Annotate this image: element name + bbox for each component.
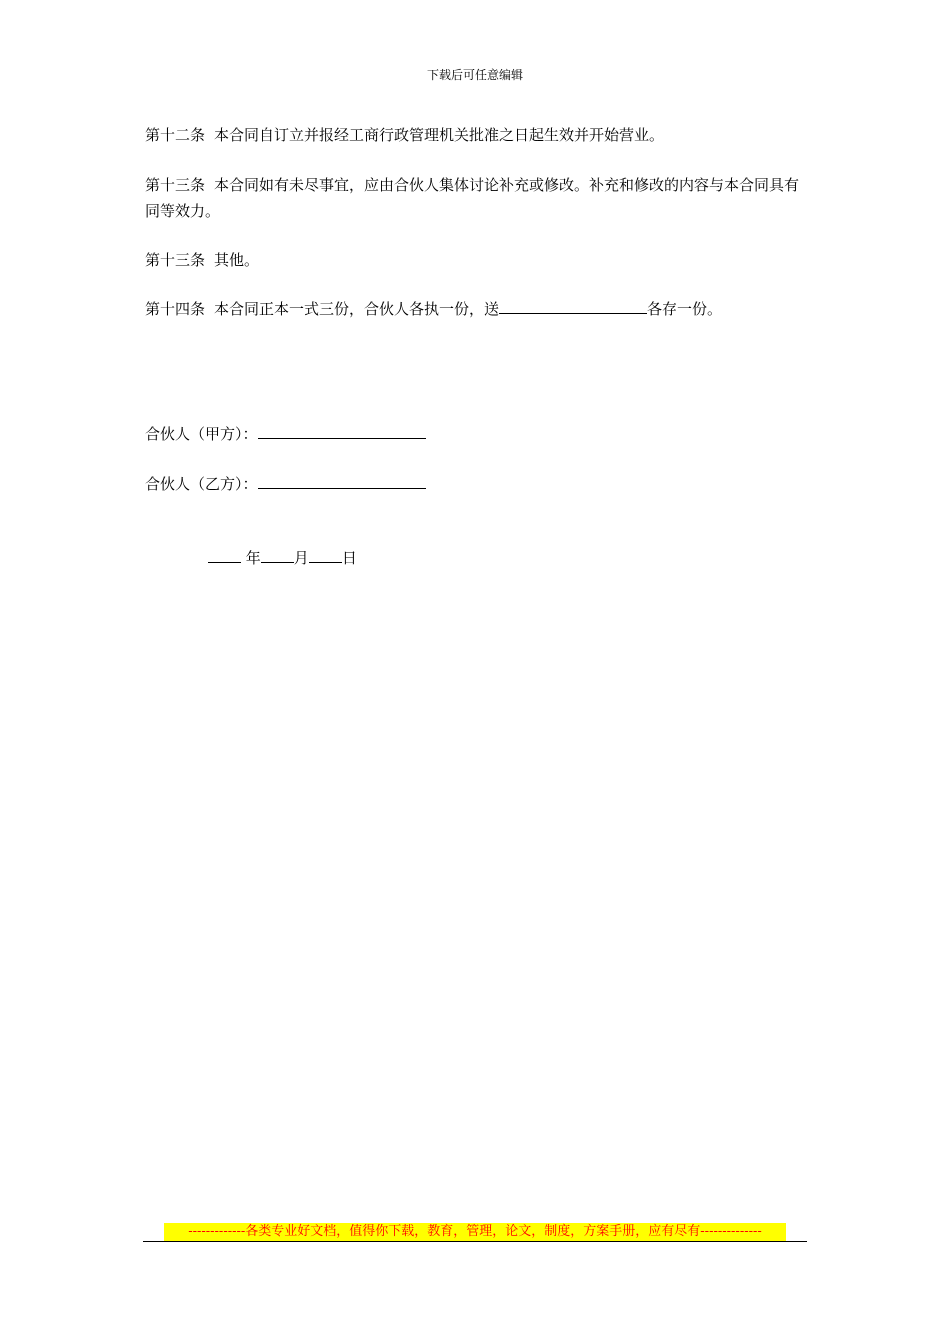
year-label: 年 bbox=[245, 549, 261, 567]
clause-13 bbox=[145, 172, 811, 224]
signature-blank-b[interactable] bbox=[258, 471, 426, 489]
signature-blank-a[interactable] bbox=[258, 421, 426, 439]
footer-divider bbox=[143, 1241, 807, 1242]
clause-12 bbox=[145, 122, 811, 148]
signature-label: 合伙人（乙方）： bbox=[145, 475, 258, 493]
footer-banner: -------------各类专业好文档，值得你下载，教育，管理，论文，制度，方案手册，应有尽有-------------- bbox=[164, 1223, 786, 1241]
clause-text: 本合同自订立并报经工商行政管理机关批准之日起生效并开始营业。 bbox=[214, 126, 665, 144]
clause-text: 本合同如有未尽事宜，应由合伙人集体讨论补充或修改。补充和修改的内容与本合同具有同等效力。 bbox=[145, 176, 800, 220]
day-label: 日 bbox=[341, 549, 357, 567]
month-blank[interactable] bbox=[261, 545, 294, 563]
month-label: 月 bbox=[293, 549, 309, 567]
day-blank[interactable] bbox=[309, 545, 342, 563]
date-line bbox=[208, 545, 357, 571]
clause-number: 第十四条 bbox=[145, 300, 206, 318]
year-blank[interactable] bbox=[208, 545, 241, 563]
signature-party-b bbox=[145, 471, 426, 497]
clause-text: 其他。 bbox=[214, 251, 260, 269]
clause-number: 第十二条 bbox=[145, 126, 206, 144]
recipient-blank[interactable] bbox=[499, 296, 647, 314]
signature-label: 合伙人（甲方）： bbox=[145, 425, 258, 443]
clause-number: 第十三条 bbox=[145, 176, 206, 194]
clause-text-after: 各存一份。 bbox=[647, 300, 723, 318]
clause-text-before: 本合同正本一式三份，合伙人各执一份，送 bbox=[214, 300, 500, 318]
signature-party-a bbox=[145, 421, 426, 447]
clause-13-other bbox=[145, 247, 811, 273]
page-header-note: 下载后可任意编辑 bbox=[426, 68, 523, 82]
clause-number: 第十三条 bbox=[145, 251, 206, 269]
clause-14 bbox=[145, 296, 811, 322]
